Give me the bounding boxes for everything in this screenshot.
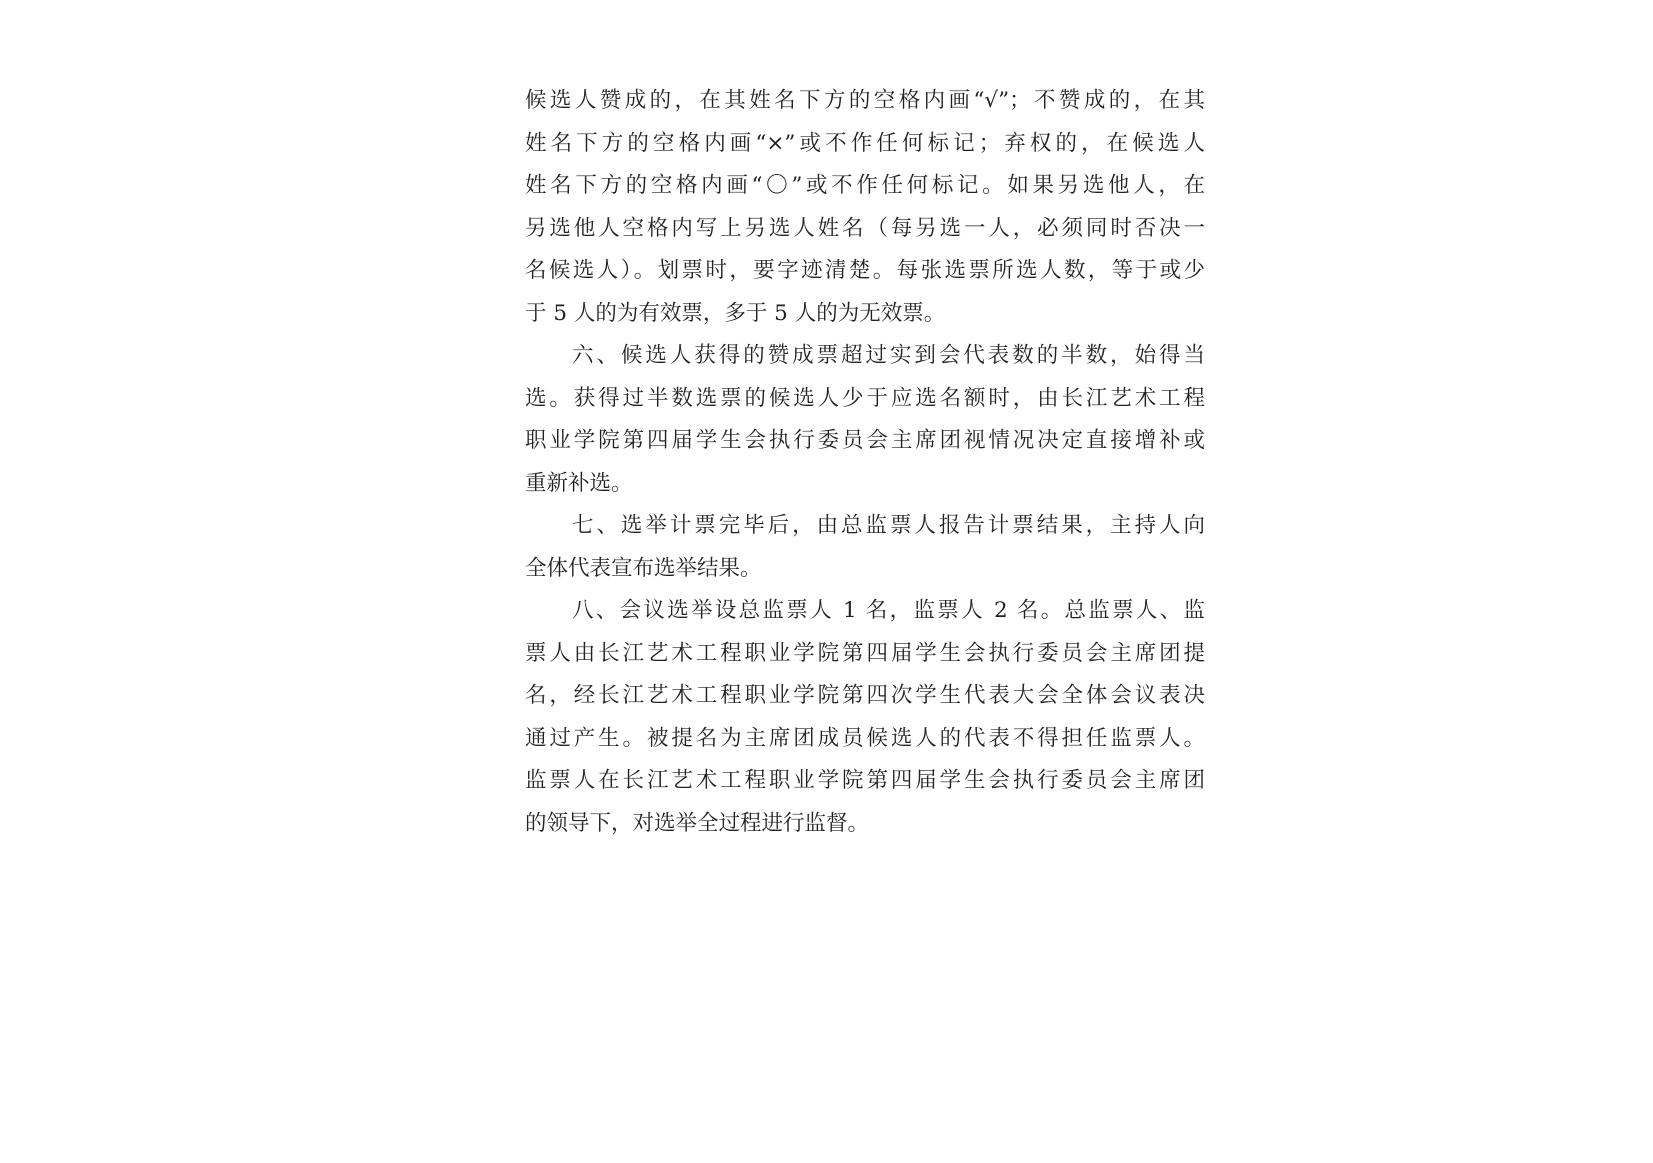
text-line: 监票人在长江艺术工程职业学院第四届学生会执行委员会主席团 — [525, 768, 1205, 793]
text-line: 重新补选。 — [525, 470, 633, 496]
text-line: 七、选举计票完毕后，由总监票人报告计票结果，主持人向 — [572, 513, 1205, 538]
text-line: 于 5 人的为有效票，多于 5 人的为无效票。 — [525, 300, 946, 326]
paragraph-article-eight — [525, 590, 1205, 845]
text-line: 全体代表宣布选举结果。 — [525, 555, 762, 581]
text-line: 名，经长江艺术工程职业学院第四次学生代表大会全体会议表决 — [525, 683, 1205, 708]
text-line: 选。获得过半数选票的候选人少于应选名额时，由长江艺术工程 — [525, 385, 1205, 411]
text-line: 另选他人空格内写上另选人姓名（每另选一人，必须同时否决一 — [525, 215, 1205, 241]
text-line: 候选人赞成的，在其姓名下方的空格内画“√”；不赞成的，在其 — [525, 88, 1205, 113]
document-body — [525, 80, 1205, 845]
text-line: 姓名下方的空格内画“〇”或不作任何标记。如果另选他人，在 — [525, 173, 1205, 198]
paragraph-article-six — [525, 335, 1205, 505]
text-line: 的领导下，对选举全过程进行监督。 — [525, 810, 870, 836]
text-line: 名候选人）。划票时，要字迹清楚。每张选票所选人数，等于或少 — [525, 258, 1205, 283]
paragraph-ballot-marking — [525, 80, 1205, 335]
text-line: 票人由长江艺术工程职业学院第四届学生会执行委员会主席团提 — [525, 640, 1205, 666]
text-line: 八、会议选举设总监票人 1 名，监票人 2 名。总监票人、监 — [572, 598, 1205, 623]
text-line: 六、候选人获得的赞成票超过实到会代表数的半数，始得当 — [572, 343, 1205, 368]
text-line: 通过产生。被提名为主席团成员候选人的代表不得担任监票人。 — [525, 725, 1205, 751]
text-line: 姓名下方的空格内画“×”或不作任何标记；弃权的，在候选人 — [525, 130, 1205, 156]
paragraph-article-seven — [525, 505, 1205, 590]
text-line: 职业学院第四届学生会执行委员会主席团视情况决定直接增补或 — [525, 428, 1205, 453]
